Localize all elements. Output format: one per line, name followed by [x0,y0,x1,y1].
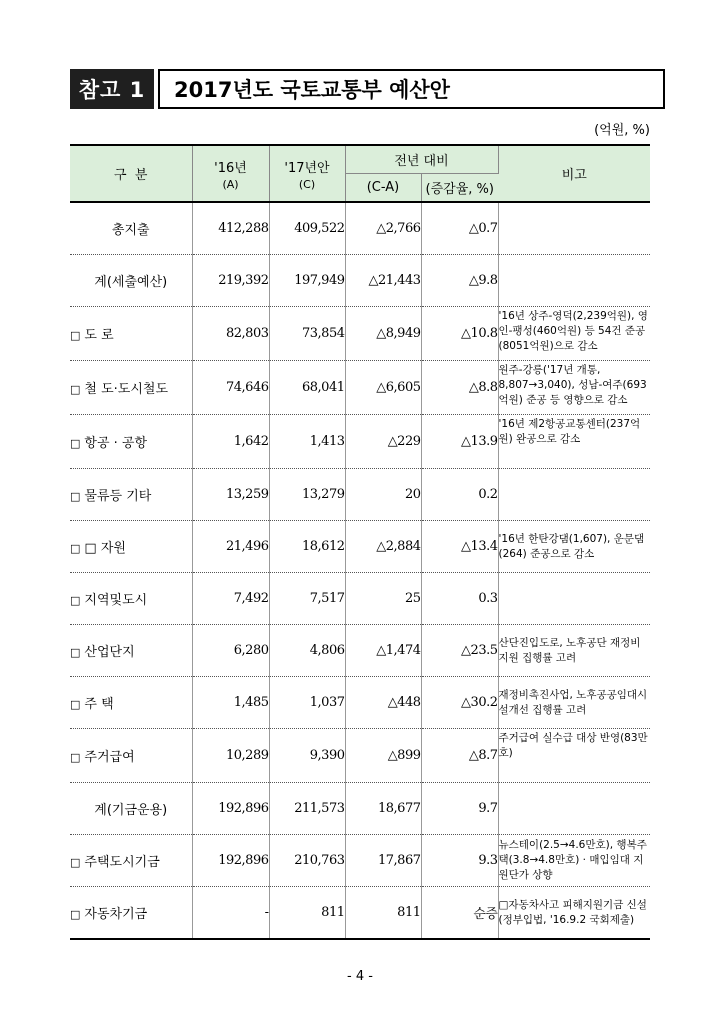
row-value-2017: 1,413 [269,415,345,469]
table-row [70,255,650,307]
row-value-2016: 219,392 [192,255,269,307]
row-category-label: 지역및도시 [84,593,148,608]
row-rate: △10.8 [421,307,498,361]
row-rate: △23.5 [421,625,498,677]
row-value-2017: 68,041 [269,361,345,415]
row-bullet: □ [70,383,81,396]
row-value-2016: 13,259 [192,469,269,521]
table-row [70,361,650,415]
budget-table-body [70,202,650,939]
row-category-label: 주택도시기금 [84,855,160,870]
table-row [70,202,650,255]
row-category [70,887,192,940]
table-row [70,835,650,887]
table-row [70,729,650,783]
row-diff: 20 [345,469,421,521]
row-note: '16년 상주-영덕(2,239억원), 영인-팽성(460억원) 등 54건 준공(8051억원)으로 감소 [498,307,650,361]
row-note: 산단진입도로, 노후공단 재정비지원 집행률 고려 [498,625,650,677]
row-diff: △8,949 [345,307,421,361]
row-rate: 0.3 [421,573,498,625]
row-note [498,783,650,835]
row-value-2016: - [192,887,269,940]
header-note: 비고 [498,145,650,202]
row-rate: △9.8 [421,255,498,307]
row-diff: △229 [345,415,421,469]
row-diff: △2,884 [345,521,421,573]
header-diff: (C-A) [345,174,421,203]
row-value-2016: 82,803 [192,307,269,361]
row-bullet: □ [70,594,81,607]
row-rate: △8.7 [421,729,498,783]
row-rate: 9.3 [421,835,498,887]
row-bullet: □ [70,856,81,869]
row-category-label: 계(세출예산) [94,275,168,290]
table-row [70,307,650,361]
row-category-label: 계(기금운용) [94,803,168,818]
row-category [70,202,192,255]
row-value-2016: 74,646 [192,361,269,415]
header-2016-sub: (A) [222,177,239,191]
row-bullet: □ [70,329,81,342]
row-value-2016: 1,485 [192,677,269,729]
header-2017-sub: (C) [298,177,316,191]
row-note: '16년 한탄강댐(1,607), 운문댐(264) 준공으로 감소 [498,521,650,573]
row-category [70,835,192,887]
page-number: - 4 - [347,969,373,984]
row-category-label: 자동차기금 [84,907,148,922]
row-category [70,307,192,361]
row-note: 뉴스테이(2.5→4.6만호), 행복주택(3.8→4.8만호) · 매입임대 지원단가 상향 [498,835,650,887]
row-category-label: 철 도·도시철도 [84,382,169,397]
row-category [70,521,192,573]
header-2017 [269,145,345,202]
row-rate: △30.2 [421,677,498,729]
row-note: '16년 제2항공교통센터(237억원) 완공으로 감소 [498,415,650,469]
row-note: 주거급여 실수급 대상 반영(83만호) [498,729,650,783]
header-yoy: 전년 대비 [345,145,498,174]
row-category [70,255,192,307]
row-value-2016: 7,492 [192,573,269,625]
row-note [498,255,650,307]
table-row [70,415,650,469]
row-category-label: 주 택 [84,697,114,712]
row-category [70,677,192,729]
row-value-2017: 1,037 [269,677,345,729]
row-diff: △6,605 [345,361,421,415]
row-category [70,469,192,521]
row-bullet: □ [70,751,81,764]
row-category-label: 주거급여 [84,750,135,765]
row-value-2017: 13,279 [269,469,345,521]
row-value-2017: 4,806 [269,625,345,677]
row-note [498,202,650,255]
row-value-2016: 1,642 [192,415,269,469]
row-diff: △1,474 [345,625,421,677]
reference-badge: 참고 1 [70,69,154,109]
row-diff: △899 [345,729,421,783]
row-value-2017: 9,390 [269,729,345,783]
header-2016 [192,145,269,202]
row-rate: △13.9 [421,415,498,469]
row-value-2017: 7,517 [269,573,345,625]
row-note: 재정비촉진사업, 노후공공임대시설개선 집행률 고려 [498,677,650,729]
row-diff: 17,867 [345,835,421,887]
row-category [70,573,192,625]
row-category-label: 도 로 [84,328,114,343]
header-category: 구 분 [70,145,192,202]
unit-label: (억원, %) [594,123,650,138]
row-value-2017: 197,949 [269,255,345,307]
row-rate: △0.7 [421,202,498,255]
row-note: 원주-강릉('17년 개통, 8,807→3,040), 성남-여주(693억원) 준공 등 영향으로 감소 [498,361,650,415]
budget-table [70,144,650,940]
row-category [70,625,192,677]
row-value-2016: 6,280 [192,625,269,677]
document-title: 2017년도 국토교통부 예산안 [158,69,665,109]
row-value-2017: 73,854 [269,307,345,361]
row-diff: 811 [345,887,421,940]
row-diff: △21,443 [345,255,421,307]
row-category [70,729,192,783]
row-value-2016: 412,288 [192,202,269,255]
row-bullet: □ [70,908,81,921]
row-bullet: □ [70,646,81,659]
row-rate: 0.2 [421,469,498,521]
row-rate: △8.8 [421,361,498,415]
row-rate: 9.7 [421,783,498,835]
row-category [70,783,192,835]
row-bullet: □ [70,490,81,503]
row-category-label: 항공 · 공항 [84,436,148,451]
row-category [70,361,192,415]
row-rate: △13.4 [421,521,498,573]
table-row [70,469,650,521]
header-2017-label: '17년안 [284,160,330,176]
table-row [70,783,650,835]
row-diff: △448 [345,677,421,729]
row-rate: 순증 [421,887,498,940]
row-diff: △2,766 [345,202,421,255]
row-note [498,469,650,521]
row-category-label: 총지출 [111,223,150,238]
header-2016-label: '16년 [214,160,247,176]
row-value-2017: 210,763 [269,835,345,887]
row-value-2017: 18,612 [269,521,345,573]
row-note: □자동차사고 피해지원기금 신설 (정부입법, '16.9.2 국회제출) [498,887,650,940]
row-category-label: □ 자원 [84,541,126,556]
row-value-2016: 21,496 [192,521,269,573]
row-category [70,415,192,469]
row-category-label: 물류등 기타 [84,489,152,504]
row-value-2016: 192,896 [192,783,269,835]
row-bullet: □ [70,542,81,555]
row-category-label: 산업단지 [84,645,135,660]
row-note [498,573,650,625]
row-value-2017: 211,573 [269,783,345,835]
row-value-2017: 811 [269,887,345,940]
row-bullet: □ [70,437,81,450]
row-value-2016: 192,896 [192,835,269,887]
table-row [70,887,650,940]
row-value-2016: 10,289 [192,729,269,783]
table-row [70,573,650,625]
header-rate: (증감율, %) [421,174,498,203]
table-row [70,625,650,677]
table-row [70,677,650,729]
row-bullet: □ [70,698,81,711]
row-diff: 25 [345,573,421,625]
row-diff: 18,677 [345,783,421,835]
table-row [70,521,650,573]
row-value-2017: 409,522 [269,202,345,255]
